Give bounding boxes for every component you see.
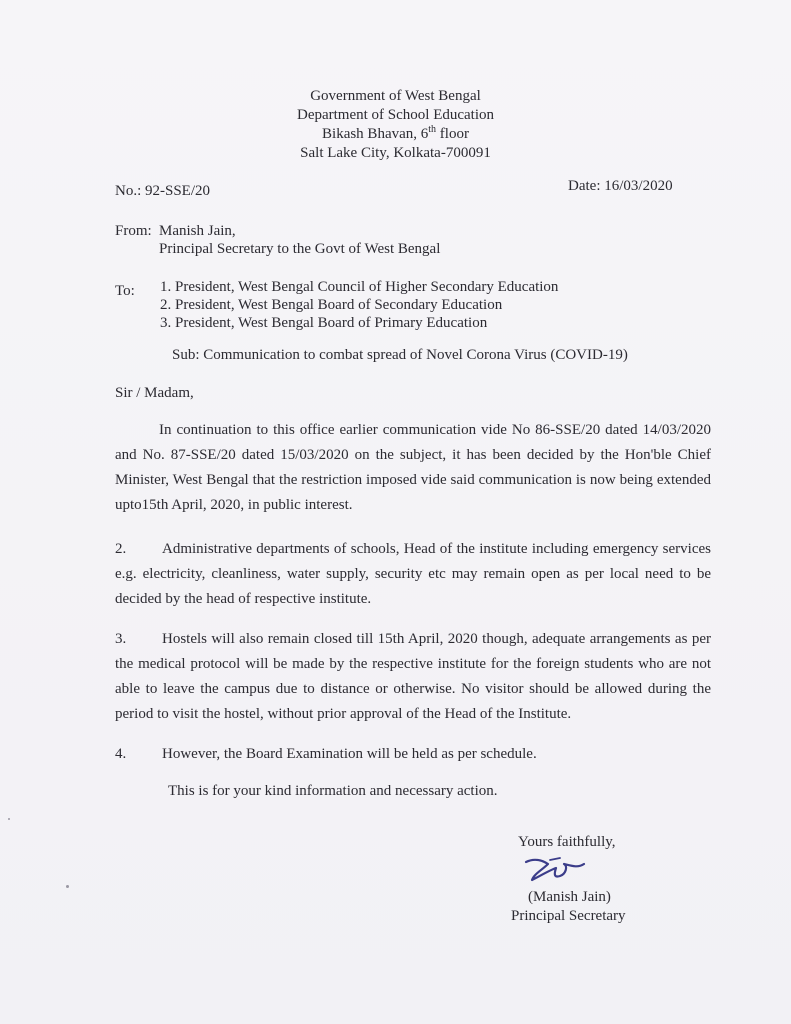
scan-speck bbox=[66, 885, 69, 888]
header-government: Government of West Bengal bbox=[310, 88, 481, 104]
paragraph-3-number: 3. bbox=[115, 631, 127, 647]
paragraph-1-text: In continuation to this office earlier communication vide No 86-SSE/20 dated 14/03/2020 and No. 87-SSE/20 dated 15/03/2020 on the subject, it has been decided by the Hon'ble Chief Minister, West Bengal that the restriction imposed vide said communication is now being extended upto15th April, 2020, in public interest. bbox=[115, 422, 711, 513]
from-label: From: bbox=[115, 223, 152, 239]
paragraph-3 bbox=[115, 627, 711, 727]
paragraph-4-number: 4. bbox=[115, 746, 127, 762]
memo-date: Date: 16/03/2020 bbox=[568, 178, 673, 194]
subject-line: Sub: Communication to combat spread of Novel Corona Virus (COVID-19) bbox=[172, 347, 628, 363]
signature-closing: Yours faithfully, bbox=[518, 834, 616, 850]
scan-speck bbox=[8, 818, 10, 820]
header-floor-text: floor bbox=[436, 126, 469, 142]
signatory-title: Principal Secretary bbox=[511, 908, 626, 924]
paragraph-2 bbox=[115, 537, 711, 612]
header-address: Salt Lake City, Kolkata-700091 bbox=[300, 145, 491, 161]
signatory-name: (Manish Jain) bbox=[528, 889, 611, 905]
recipient-item: 1. President, West Bengal Council of Higher Secondary Education bbox=[160, 279, 559, 295]
from-name: Manish Jain, bbox=[159, 223, 236, 239]
recipient-item: 2. President, West Bengal Board of Secondary Education bbox=[160, 297, 503, 313]
from-designation: Principal Secretary to the Govt of West Bengal bbox=[159, 241, 441, 257]
paragraph-4 bbox=[115, 742, 711, 767]
recipient-item: 3. President, West Bengal Board of Primary Education bbox=[160, 315, 488, 331]
to-label: To: bbox=[115, 283, 135, 299]
paragraph-3-text: Hostels will also remain closed till 15th April, 2020 though, adequate arrangements as per the medical protocol will be made by the respective institute for the foreign students who are not able to leave the campus due to distance or otherwise. No visitor should be allowed during the period to visit the hostel, without prior approval of the Head of the Institute. bbox=[115, 631, 711, 722]
closing-note: This is for your kind information and necessary action. bbox=[168, 783, 498, 799]
handwritten-signature-icon bbox=[520, 852, 590, 888]
paragraph-4-text: However, the Board Examination will be held as per schedule. bbox=[162, 746, 537, 762]
memo-number: No.: 92-SSE/20 bbox=[115, 183, 211, 199]
salutation: Sir / Madam, bbox=[115, 385, 194, 401]
header-department: Department of School Education bbox=[296, 107, 495, 123]
header-building-text: Bikash Bhavan, 6 bbox=[322, 126, 429, 142]
paragraph-1 bbox=[115, 418, 711, 518]
header-floor-superscript: th bbox=[428, 124, 437, 135]
paragraph-2-text: Administrative departments of schools, Head of the institute including emergency services e.g. electricity, cleanliness, water supply, security etc may remain open as per local need to be decided by the head of respective institute. bbox=[115, 541, 711, 607]
header-building bbox=[0, 124, 791, 144]
paragraph-2-number: 2. bbox=[115, 541, 127, 557]
